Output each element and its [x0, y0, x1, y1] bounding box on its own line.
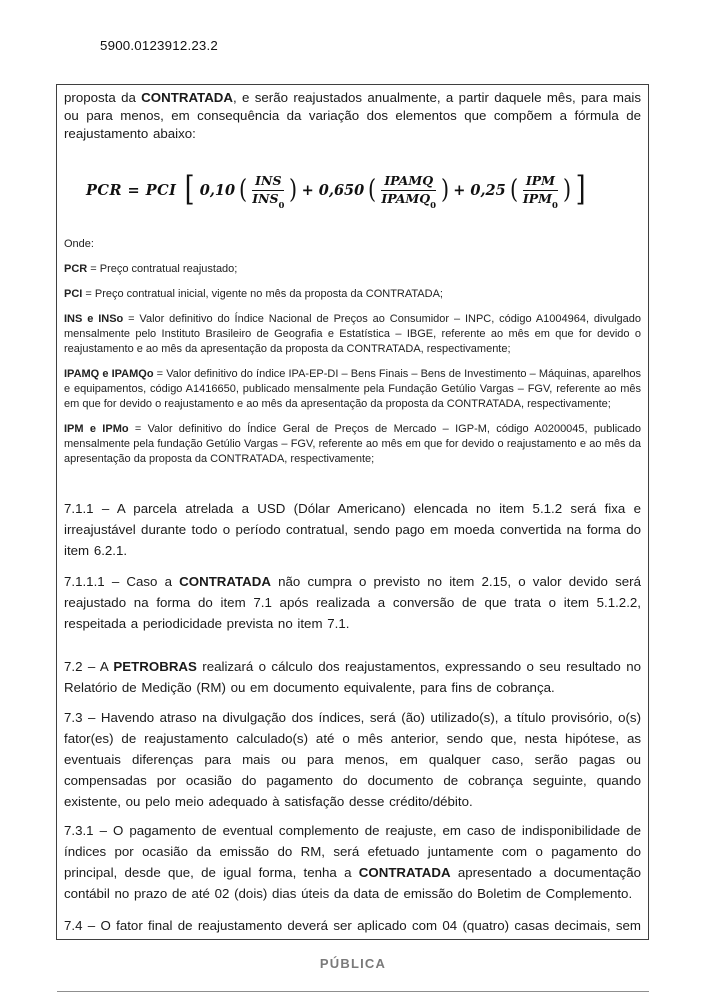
- definition-ipamq: IPAMQ e IPAMQo = Valor definitivo do índice IPA-EP-DI – Bens Finais – Bens de Investimento – Máquinas, aparelhos e equipamentos, código A1416650, publicado mensalmente pela Fundação Getúlio Vargas – FGV, referente ao mês em que for devido o reajustamento e ao mês da apresentação da proposta da CONTRATADA, respectivamente;: [64, 368, 641, 410]
- clause-7-2: 7.2 – A PETROBRAS realizará o cálculo dos reajustamentos, expressando o seu resultado no Relatório de Medição (RM) ou em documento equivalente, para fins de cobrança.: [64, 659, 641, 695]
- next-page-box-edge: [57, 991, 649, 992]
- onde-label: Onde:: [64, 238, 94, 250]
- fraction-denominator: $INS_0$: [252, 190, 285, 211]
- formula-close-bracket: ]: [575, 169, 586, 209]
- formula-close-paren-1: ): [289, 175, 298, 205]
- definition-pcr: PCR = Preço contratual reajustado;: [64, 263, 238, 275]
- formula-open-bracket: [: [185, 169, 196, 209]
- publica-footer-label: PÚBLICA: [319, 956, 387, 971]
- formula-fraction-ipamq: [378, 173, 439, 211]
- formula-lhs: PCR = PCI: [86, 181, 177, 199]
- readjustment-formula: [86, 167, 641, 213]
- formula-coef-3: + 0,25: [453, 181, 506, 199]
- formula-open-paren-2: (: [368, 175, 377, 205]
- formula-close-paren-2: ): [441, 175, 450, 205]
- document-number: 5900.0123912.23.2: [100, 38, 219, 53]
- formula-close-paren-3: ): [562, 175, 572, 205]
- formula-fraction-ins: [249, 173, 287, 211]
- definition-pci: PCI = Preço contratual inicial, vigente no mês da proposta da CONTRATADA;: [64, 288, 443, 300]
- clause-7-1-1: 7.1.1 – A parcela atrelada a USD (Dólar Americano) elencada no item 5.1.2 será fixa e irreajustável durante todo o período contratual, sendo pago em moeda convertida na forma do item 6.2.1.: [64, 501, 641, 558]
- contract-clause-box: [56, 84, 649, 940]
- formula-open-paren-3: (: [509, 175, 518, 205]
- formula-coef-2: + 0,650: [301, 181, 365, 199]
- definition-ins: INS e INSo = Valor definitivo do Índice Nacional de Preços ao Consumidor – INPC, código A1004964, divulgado mensalmente pelo Instituto Brasileiro de Geografia e Estatística – IBGE, referente ao mês em que for devido o reajustamento e ao mês da apresentação da proposta da CONTRATADA, respectivamente;: [64, 313, 642, 355]
- clause-7-3-1: 7.3.1 – O pagamento de eventual complemento de reajuste, em caso de indisponibilidade de índices por ocasião da emissão do RM, será efetuado juntamente com o pagamento do principal, desde que, de igual forma, tenha a CONTRATADA apresentado a documentação contábil no prazo de até 02 (dois) dias úteis da data de emissão do Boletim de Complemento.: [64, 823, 641, 901]
- fraction-denominator: $IPAMQ_0$: [381, 190, 437, 211]
- fraction-numerator: INS: [252, 174, 284, 190]
- intro-paragraph: proposta da CONTRATADA, e serão reajustados anualmente, a partir daquele mês, para mais ou para menos, em consequência da variação dos elementos que compõem a fórmula de reajustamento abaixo:: [64, 90, 641, 141]
- definition-ipm: IPM e IPMo = Valor definitivo do Índice Geral de Preços de Mercado – IGP-M, código A0200045, publicado mensalmente pela fundação Getúlio Vargas – FGV, referente ao mês em que for devido o reajustamento e ao mês da apresentação da proposta da CONTRATADA, respectivamente;: [64, 423, 641, 465]
- fraction-denominator: $IPM_0$: [522, 190, 558, 211]
- formula-fraction-ipm: [520, 173, 561, 211]
- formula-coef-1: 0,10: [199, 181, 236, 199]
- clause-7-3: 7.3 – Havendo atraso na divulgação dos índices, será (ão) utilizado(s), a título provisório, o(s) fator(es) de reajustamento calculado(s) até o mês anterior, sendo que, nesta hipótese, as eventuais diferenças para mais ou para menos, em qualquer caso, serão pagas ou compensadas por ocasião do pagamento do documento de cobrança seguinte, quando existente, ou pelo meio adequado à satisfação desse crédito/débito.: [64, 710, 641, 809]
- numbered-clauses: [64, 498, 641, 936]
- formula-open-paren-1: (: [239, 175, 248, 205]
- fraction-numerator: IPM: [523, 174, 558, 190]
- clause-7-4: 7.4 – O fator final de reajustamento deverá ser aplicado com 04 (quatro) casas decimais, sem: [64, 918, 641, 933]
- clause-7-1-1-1: 7.1.1.1 – Caso a CONTRATADA não cumpra o previsto no item 2.15, o valor devido será reajustado na forma do item 7.1 após realizada a conversão de que trata o item 5.1.2.2, respeitada a periodicidade prevista no item 7.1.: [64, 574, 641, 631]
- fraction-numerator: IPAMQ: [381, 174, 436, 190]
